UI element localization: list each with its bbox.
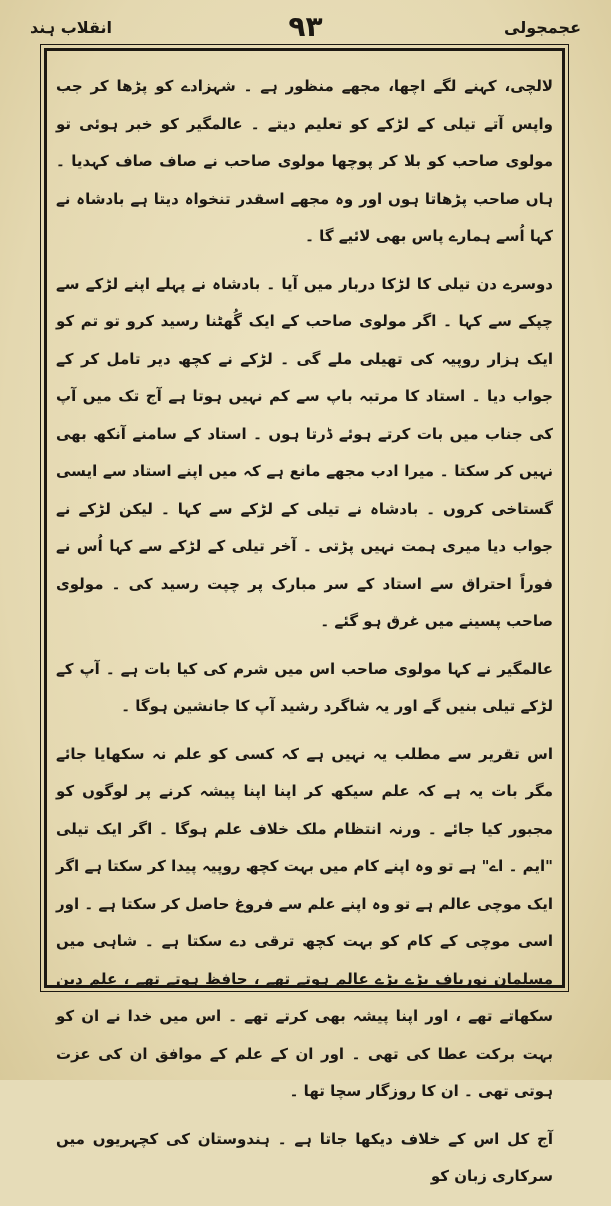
body-text	[56, 68, 553, 1206]
paragraph-1: لالچی، کہنے لگے اچھا، مجھے منظور ہے ۔ شہزادے کو پڑھا کر جب واپس آتے تیلی کے لڑکے کو تعلیم دیتے ۔ عالمگیر کو خبر ہوئی تو مولوی صاحب کو بلا کر پوچھا مولوی صاحب نے صاف صاف کہدیا ۔ ہاں صاحب پڑھاتا ہوں اور وہ مجھے اسقدر تنخواہ دیتا ہے بادشاہ نے کہا اُسے ہمارے پاس بھی لائیے گا ۔	[56, 77, 553, 245]
paragraph-3: عالمگیر نے کہا مولوی صاحب اس میں شرم کی کیا بات ہے ۔ آپ کے لڑکے تیلی بنیں گے اور یہ شاگرد رشید آپ کا جانشین ہوگا ۔	[56, 659, 553, 715]
header-book-title: انقلاب ہند	[30, 18, 112, 37]
paragraph-5: آج کل اس کے خلاف دیکھا جاتا ہے ۔ ہندوستان کی کچہریوں میں سرکاری زبان کو	[56, 1129, 553, 1185]
page-number: ۹۳	[288, 10, 323, 43]
page-header	[30, 10, 581, 46]
paragraph-2: دوسرے دن تیلی کا لڑکا دربار میں آیا ۔ بادشاہ نے پہلے اپنے لڑکے سے چپکے سے کہا ۔ اگر مولوی صاحب کے ایک گُھٹنا رسید کرو تو تم کو ایک ہزار روپیہ کی تھیلی ملے گی ۔ لڑکے نے کچھ دیر تامل کر کے جواب دیا ۔ استاد کا مرتبہ باپ سے کم نہیں ہوتا ہے آج تک میں آپ کی جناب میں بات کرتے ہوئے ڈرتا ہوں ۔ استاد کے سامنے آنکھ بھی نہیں کر سکتا ۔ میرا ادب مجھے مانع ہے کہ میں اپنے استاد سے ایسی گستاخی کروں ۔ بادشاہ نے تیلی کے لڑکے سے کہا ۔ لیکن لڑکے نے جواب دیا میری ہمت نہیں پڑتی ۔ آخر تیلی کے لڑکے سے کہا اُس نے فوراً احتراق سے استاد کے سر مبارک پر چپت رسید کی ۔ مولوی صاحب پسینے میں غرق ہو گئے ۔	[56, 274, 553, 630]
paragraph-4: اس تقریر سے مطلب یہ نہیں ہے کہ کسی کو علم نہ سکھایا جائے مگر بات یہ ہے کہ علم سیکھ کر اپنا اپنا پیشہ کرنے پر لوگوں کو مجبور کیا جائے ۔ ورنہ انتظام ملک خلاف علم ہوگا ۔ اگر ایک تیلی "ایم ۔ اے" ہے تو وہ اپنے کام میں بہت کچھ روپیہ پیدا کر سکتا ہے اگر ایک موچی عالم ہے تو وہ اپنے علم سے فروغ حاصل کر سکتا ہے ۔ اور اسی موچی کے کام کو بہت کچھ ترقی دے سکتا ہے ۔ شاہی میں مسلمان نورباف بڑے بڑے عالم ہوتے تھے ، حافظ ہوتے تھے ، علم دین سکھاتے تھے ، اور اپنا پیشہ بھی کرتے تھے ۔ اس میں خدا نے ان کو بہت برکت عطا کی تھی ۔ اور ان کے علم کے موافق ان کی عزت ہوتی تھی ۔ ان کا روزگار سچا تھا ۔	[56, 744, 553, 1100]
header-chapter-title: عجمجولی	[504, 18, 581, 37]
